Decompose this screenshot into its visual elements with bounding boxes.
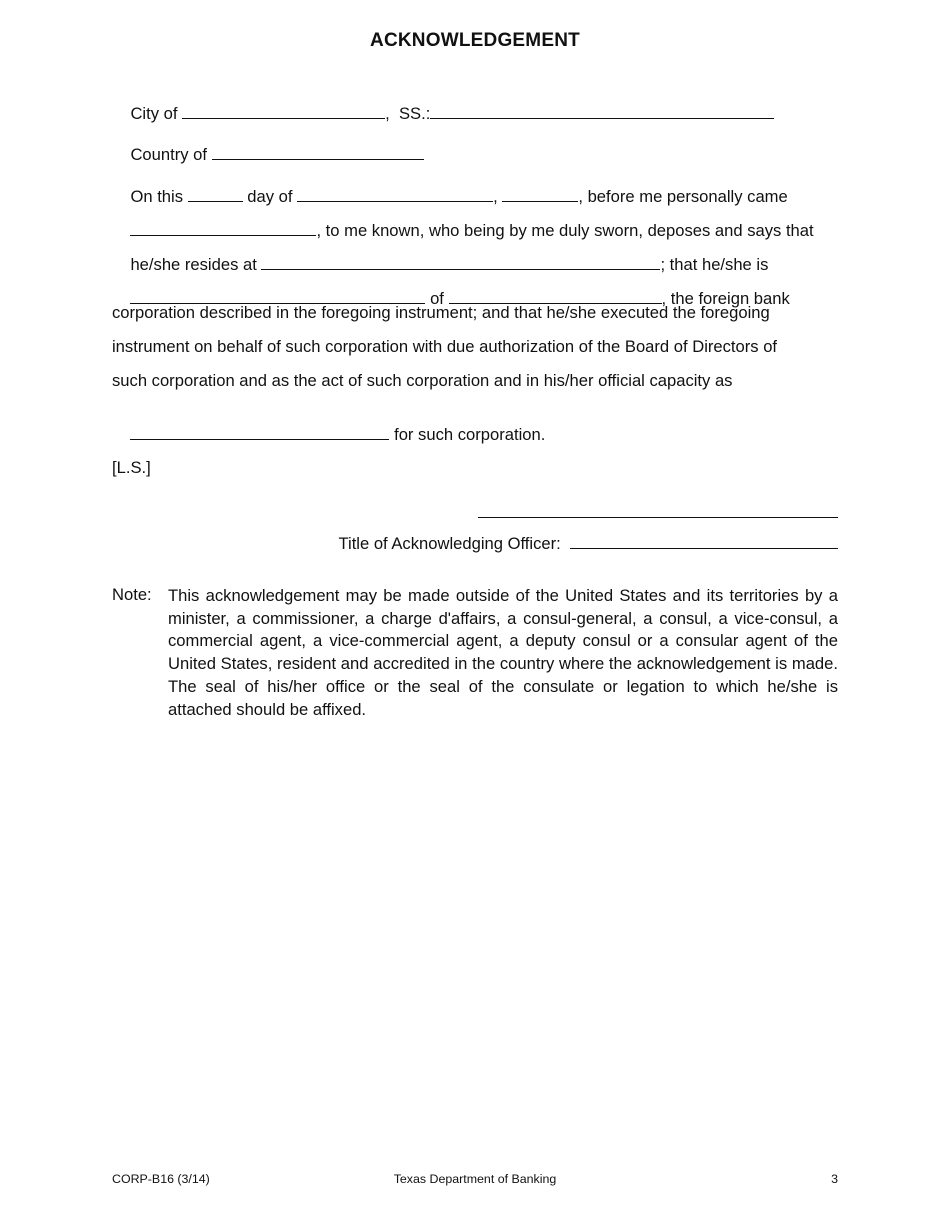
foreign-bank-text: , the foreign bank	[661, 289, 790, 308]
capacity-blank[interactable]	[130, 425, 389, 440]
city-ss-line: City of , SS.:	[112, 84, 774, 144]
day-of-text: day of	[247, 187, 293, 206]
note-text: This acknowledgement may be made outside of the United States and its territories by a minister, a commissioner, a charge d'affairs, a consul-general, a consul, a vice-consul, a commercial agent, a vice-commercial agent, a deputy consul or a consular agent of the United States, resident and accredited in the country where the acknowledgement is made. The seal of his/her office or the seal of the consulate or legation to which he/she is attached should be affixed.	[168, 586, 838, 719]
officer-title-blank[interactable]	[570, 534, 838, 549]
residence-blank[interactable]	[261, 255, 660, 270]
footer-department: Texas Department of Banking	[393, 1172, 557, 1186]
officer-title-line	[0, 534, 838, 554]
signature-line[interactable]	[478, 516, 838, 518]
note-label: Note:	[112, 585, 152, 604]
month-blank[interactable]	[297, 187, 493, 202]
to-me-known-text: , to me known, who being by me duly sworn, deposes and says that	[316, 221, 814, 240]
position-blank[interactable]	[130, 289, 425, 304]
city-label: City of	[130, 104, 178, 123]
officer-title-label: Title of Acknowledging Officer:	[338, 534, 561, 553]
person-name-blank[interactable]	[130, 221, 316, 236]
of-text: of	[430, 289, 444, 308]
ss-label: SS.:	[398, 104, 431, 123]
on-this-text: On this	[130, 187, 184, 206]
country-blank[interactable]	[212, 145, 424, 160]
seal-placeholder: [L.S.]	[112, 458, 151, 477]
year-blank[interactable]	[502, 187, 578, 202]
before-me-text: , before me personally came	[578, 187, 788, 206]
day-number-blank[interactable]	[188, 187, 243, 202]
resides-at-text: he/she resides at	[130, 255, 257, 274]
for-such-text: for such corporation.	[394, 425, 546, 444]
paragraph-line-1: On this day of , , before me personally came	[130, 187, 788, 206]
paragraph-line-6: instrument on behalf of such corporation with due authorization of the Board of Directors of	[112, 337, 778, 356]
city-blank[interactable]	[182, 104, 385, 119]
country-label: Country of	[130, 145, 208, 164]
page-title: ACKNOWLEDGEMENT	[370, 30, 580, 51]
that-is-text: ; that he/she is	[660, 255, 769, 274]
footer-page-number: 3	[831, 1172, 838, 1186]
ss-blank[interactable]	[430, 104, 774, 119]
footer-form-id: CORP-B16 (3/14)	[112, 1172, 210, 1186]
paragraph-line-5: corporation described in the foregoing instrument; and that he/she executed the foregoing	[112, 303, 770, 322]
bank-name-blank[interactable]	[449, 289, 662, 304]
paragraph-line-7: such corporation and as the act of such corporation and in his/her official capacity as	[112, 371, 733, 390]
paragraph-line-8	[112, 405, 545, 465]
